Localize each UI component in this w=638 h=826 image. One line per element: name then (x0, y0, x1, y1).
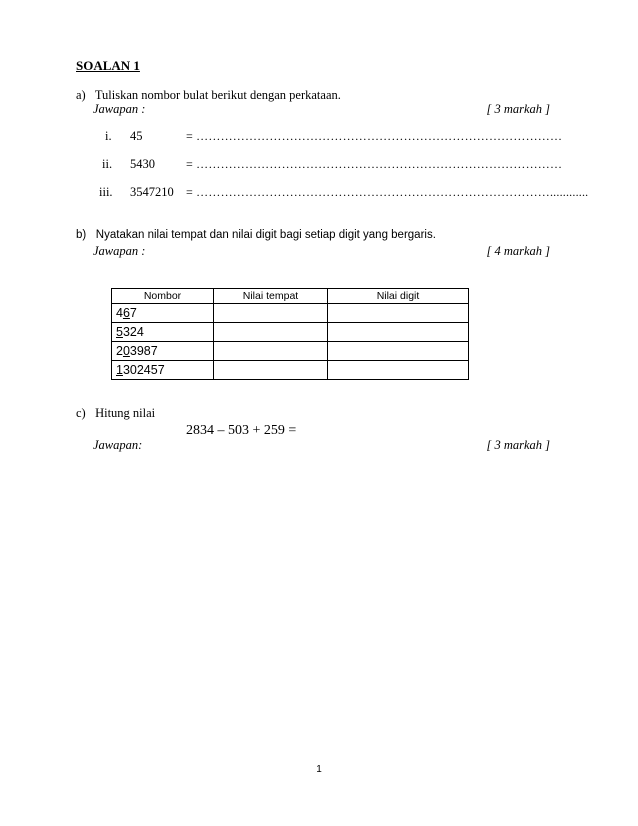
question-c-text: c) Hitung nilai (76, 406, 156, 420)
nilai-tempat-cell[interactable] (214, 342, 328, 361)
question-a-answer-label: Jawapan : (93, 102, 146, 116)
table-header-row (112, 289, 469, 304)
header-nilai-tempat: Nilai tempat (214, 289, 328, 304)
number-cell: 467 (112, 304, 214, 323)
place-value-table (111, 288, 469, 380)
item-a-number: 3547210 (130, 185, 174, 199)
underlined-digit: 0 (122, 344, 130, 358)
item-a-answer-line: = ……………………………………………………………………………… (186, 129, 563, 143)
table-row (112, 361, 469, 380)
underlined-digit: 6 (122, 306, 130, 320)
item-a-answer-line: = ……………………………………………………………………………… (186, 157, 563, 171)
table-row (112, 342, 469, 361)
page-title: SOALAN 1 (76, 58, 140, 73)
nilai-digit-cell[interactable] (328, 304, 469, 323)
header-nilai-digit: Nilai digit (328, 289, 469, 304)
item-a-roman: iii. (99, 185, 113, 199)
table-row (112, 323, 469, 342)
question-c-marks: [ 3 markah ] (486, 438, 550, 452)
question-b-answer-label: Jawapan : (93, 244, 146, 258)
page-number: 1 (316, 764, 322, 775)
question-c-expression: 2834 – 503 + 259 = (186, 423, 297, 438)
item-a-roman: ii. (102, 157, 113, 171)
question-c-answer-label: Jawapan: (93, 438, 143, 452)
underlined-digit: 1 (116, 363, 123, 377)
number-cell: 1302457 (112, 361, 214, 380)
question-b-marks: [ 4 markah ] (486, 244, 550, 258)
underlined-digit: 5 (116, 325, 123, 339)
question-b-text: b) Nyatakan nilai tempat dan nilai digit bagi setiap digit yang bergaris. (76, 229, 436, 241)
nilai-tempat-cell[interactable] (214, 323, 328, 342)
number-cell: 203987 (112, 342, 214, 361)
item-a-number: 45 (130, 129, 143, 143)
question-a-marks: [ 3 markah ] (486, 102, 550, 116)
table-row (112, 304, 469, 323)
number-cell: 5324 (112, 323, 214, 342)
question-a-text: a) Tuliskan nombor bulat berikut dengan perkataan. (76, 88, 341, 102)
nilai-tempat-cell[interactable] (214, 361, 328, 380)
item-a-answer-line: = ……………………………………………………………………………............ (186, 185, 589, 199)
nilai-tempat-cell[interactable] (214, 304, 328, 323)
nilai-digit-cell[interactable] (328, 323, 469, 342)
nilai-digit-cell[interactable] (328, 361, 469, 380)
item-a-number: 5430 (130, 157, 155, 171)
item-a-roman: i. (105, 129, 112, 143)
header-nombor: Nombor (112, 289, 214, 304)
nilai-digit-cell[interactable] (328, 342, 469, 361)
